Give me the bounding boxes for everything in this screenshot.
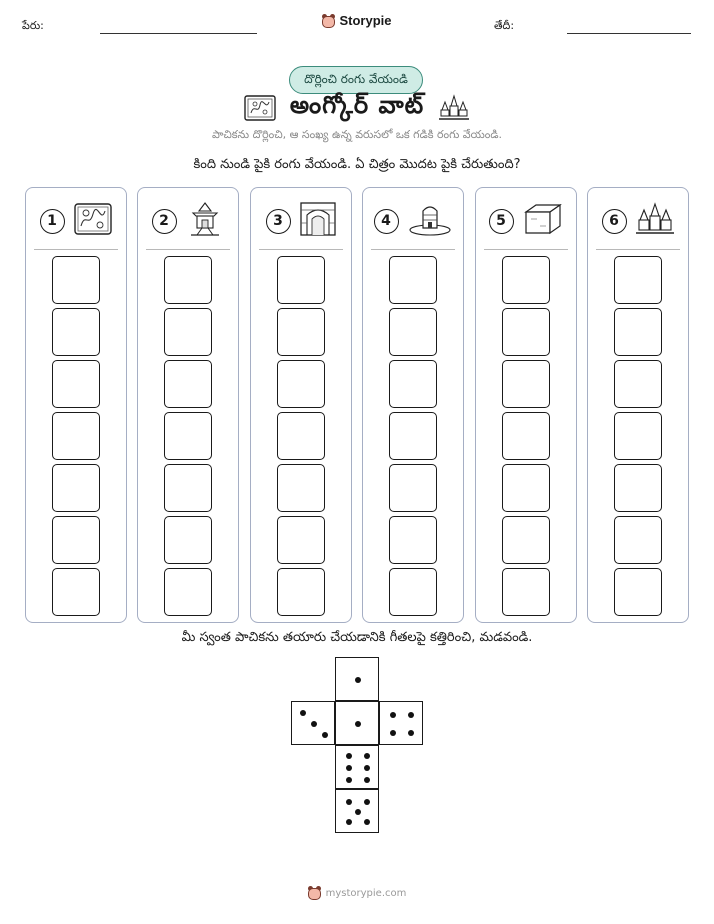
die-face-4 (379, 701, 423, 745)
column-number: 2 (152, 209, 177, 234)
color-box[interactable] (614, 256, 662, 304)
color-box[interactable] (614, 360, 662, 408)
die-pip (364, 753, 370, 759)
column-divider (146, 249, 230, 250)
angkor-wat-temple-icon (438, 94, 470, 122)
color-box[interactable] (52, 568, 100, 616)
column-number: 4 (374, 209, 399, 234)
die-pip (346, 753, 352, 759)
color-box[interactable] (389, 308, 437, 356)
die-pip (364, 819, 370, 825)
color-box[interactable] (614, 568, 662, 616)
die-pip (390, 730, 396, 736)
color-box[interactable] (52, 308, 100, 356)
die-pip (346, 799, 352, 805)
color-box[interactable] (164, 412, 212, 460)
title-row (0, 93, 714, 123)
date-label: తేదీ: (494, 19, 515, 32)
color-box-stack (138, 256, 238, 616)
column-divider (596, 249, 680, 250)
color-box[interactable] (502, 308, 550, 356)
color-box[interactable] (502, 464, 550, 512)
column-number: 5 (489, 209, 514, 234)
column-header (251, 203, 351, 239)
column-number: 1 (40, 209, 65, 234)
rules-text: పాచికను దొర్లించి, ఆ సంఖ్య ఉన్న వరుసలో ఒక గడికి రంగు వేయండి. (212, 128, 502, 141)
date-field[interactable] (567, 33, 691, 34)
instruction-text: కింది నుండి పైకి రంగు వేయండి. ఏ చిత్రం మొదట పైకి చేరుతుంది? (193, 157, 521, 172)
color-box[interactable] (614, 412, 662, 460)
color-box[interactable] (52, 412, 100, 460)
die-pip (364, 777, 370, 783)
color-box[interactable] (164, 360, 212, 408)
color-box[interactable] (164, 516, 212, 564)
die-pip (346, 765, 352, 771)
column-divider (34, 249, 118, 250)
color-box[interactable] (389, 412, 437, 460)
tower-on-island-icon (407, 201, 453, 241)
brand-name: Storypie (339, 13, 392, 28)
activity-tag-label: దొర్లించి రంగు వేయండి (304, 71, 408, 86)
column-header (588, 203, 688, 239)
name-label: పేరు: (22, 19, 44, 32)
die-pip (364, 765, 370, 771)
name-field[interactable] (100, 33, 257, 34)
color-box-stack (363, 256, 463, 616)
column-1 (25, 187, 127, 623)
storypie-logo-icon (322, 14, 335, 28)
color-box[interactable] (614, 464, 662, 512)
color-box-stack (251, 256, 351, 616)
column-divider (259, 249, 343, 250)
color-box[interactable] (164, 308, 212, 356)
angkor-wat-temple-icon (635, 202, 675, 240)
die-pip (408, 712, 414, 718)
die-pip (311, 721, 317, 727)
color-box[interactable] (52, 464, 100, 512)
die-pip (355, 721, 361, 727)
color-box[interactable] (164, 256, 212, 304)
color-box[interactable] (277, 464, 325, 512)
storypie-logo-icon (308, 886, 321, 900)
color-box[interactable] (389, 360, 437, 408)
color-box[interactable] (164, 464, 212, 512)
die-pip (346, 819, 352, 825)
color-box[interactable] (52, 360, 100, 408)
page-title: అంగ్కోర్ వాట్ (289, 91, 425, 119)
color-box[interactable] (164, 568, 212, 616)
die-pip (300, 710, 306, 716)
die-pip (355, 809, 361, 815)
color-box-stack (588, 256, 688, 616)
color-box[interactable] (614, 308, 662, 356)
column-divider (371, 249, 455, 250)
color-box[interactable] (502, 516, 550, 564)
activity-tag (289, 66, 423, 94)
color-box[interactable] (52, 256, 100, 304)
color-box[interactable] (389, 516, 437, 564)
footer (0, 886, 714, 900)
color-box[interactable] (277, 568, 325, 616)
color-box[interactable] (502, 568, 550, 616)
die-face-1 (335, 701, 379, 745)
color-box[interactable] (389, 464, 437, 512)
color-box[interactable] (277, 360, 325, 408)
color-box[interactable] (502, 412, 550, 460)
die-pip (355, 677, 361, 683)
color-box-stack (26, 256, 126, 616)
column-6 (587, 187, 689, 623)
die-pip (408, 730, 414, 736)
die-face-1 (335, 657, 379, 701)
color-box[interactable] (502, 360, 550, 408)
die-face-5 (335, 789, 379, 833)
color-box[interactable] (52, 516, 100, 564)
die-pip (322, 732, 328, 738)
column-header (476, 203, 576, 239)
column-3 (250, 187, 352, 623)
color-box[interactable] (277, 308, 325, 356)
cut-instruction: మీ స్వంత పాచికను తయారు చేయడానికి గీతలపై కత్తిరించి, మడవండి. (181, 630, 533, 645)
carved-relief-icon (244, 95, 276, 121)
color-box[interactable] (277, 256, 325, 304)
die-pip (346, 777, 352, 783)
footer-url[interactable]: mystorypie.com (325, 887, 407, 899)
column-header (363, 203, 463, 239)
stone-corridor-icon (299, 201, 337, 241)
column-2 (137, 187, 239, 623)
color-box[interactable] (277, 516, 325, 564)
die-pip (390, 712, 396, 718)
column-number: 6 (602, 209, 627, 234)
color-box-stack (476, 256, 576, 616)
column-header (26, 203, 126, 239)
stone-block-icon (522, 202, 564, 240)
color-box[interactable] (389, 256, 437, 304)
column-5 (475, 187, 577, 623)
die-face-3 (291, 701, 335, 745)
carved-relief-icon (73, 202, 113, 240)
color-box[interactable] (502, 256, 550, 304)
column-divider (484, 249, 568, 250)
color-box[interactable] (614, 516, 662, 564)
column-number: 3 (266, 209, 291, 234)
color-box[interactable] (277, 412, 325, 460)
column-header (138, 203, 238, 239)
die-face-6 (335, 745, 379, 789)
color-box[interactable] (389, 568, 437, 616)
die-pip (364, 799, 370, 805)
column-4 (362, 187, 464, 623)
temple-gate-icon (185, 201, 225, 241)
brand-logo (0, 13, 714, 28)
